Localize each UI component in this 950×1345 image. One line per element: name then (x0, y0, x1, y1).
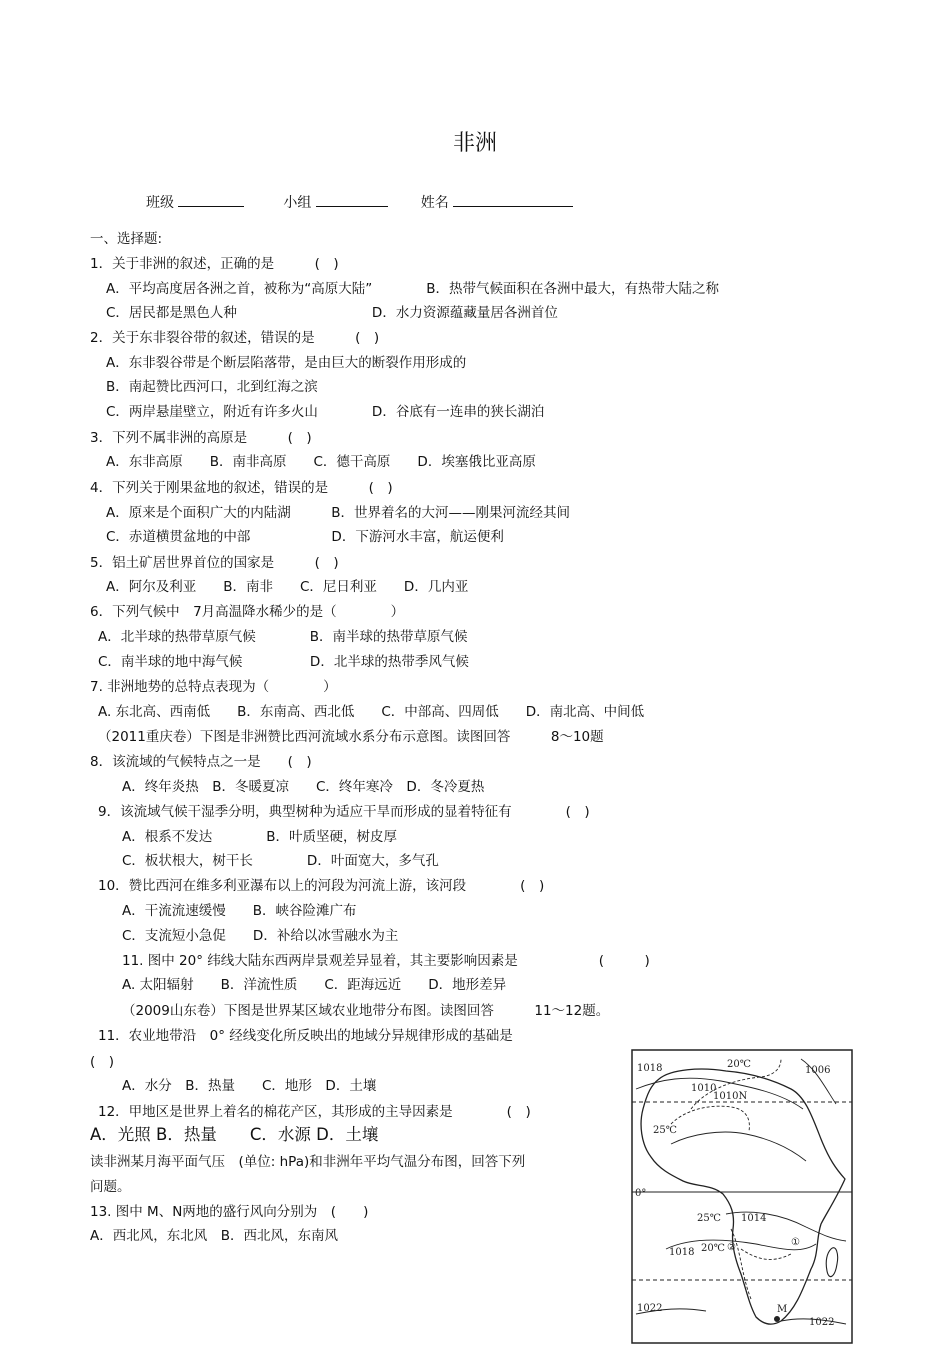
map-label-1014: 1014 (741, 1213, 767, 1224)
class-label: 班级 (146, 195, 174, 211)
q6-options-ab: A．北半球的热带草原气候 B．南半球的热带草原气候 (98, 629, 468, 645)
group-label: 小组 (283, 195, 312, 211)
q2-option-a: A．东非裂谷带是个断层陷落带，是由巨大的断裂作用形成的 (106, 355, 467, 371)
map-label-circle-1: ① (791, 1237, 800, 1248)
map-label-1022-w: 1022 (637, 1303, 663, 1314)
q4-options-cd: C．赤道横贯盆地的中部 D．下游河水丰富，航运便利 (106, 529, 504, 545)
madagascar-outline (826, 1248, 837, 1277)
map-label-1010: 1010 (691, 1083, 717, 1094)
map-label-25c-s: 25℃ (697, 1213, 721, 1224)
map-label-1018-s: 1018 (669, 1247, 695, 1258)
q12-options: A．光照 B．热量 C．水源 D．土壤 (90, 1125, 379, 1144)
isobar-mid (671, 1132, 806, 1161)
student-info-row (146, 192, 573, 212)
name-field[interactable] (453, 194, 573, 207)
page-title: 非洲 (452, 131, 497, 156)
section-heading: 一、选择题: (90, 231, 163, 247)
map-label-0deg: 0° (635, 1188, 647, 1199)
q9-options-ab: A．根系不发达 B．叶质坚硬，树皮厚 (122, 829, 397, 845)
question-11b-bracket: ( ) (90, 1054, 115, 1070)
map-label-circle-2: ② (727, 1242, 736, 1253)
question-2: 2．关于东非裂谷带的叙述，错误的是 ( ) (90, 330, 380, 346)
q9-options-cd: C．板状根大，树干长 D．叶面宽大，多气孔 (122, 853, 439, 869)
reading-intro-2011: （2011重庆卷）下图是非洲赞比西河流域水系分布示意图。读图回答 8～10题 (98, 729, 604, 745)
q2-options-cd: C．两岸悬崖壁立，附近有许多火山 D．谷底有一连串的狭长湖泊 (106, 404, 545, 420)
name-label: 姓名 (420, 195, 449, 211)
map-label-1006: 1006 (805, 1065, 831, 1076)
q6-options-cd: C．南半球的地中海气候 D．北半球的热带季风气候 (98, 654, 469, 670)
question-11b: 11．农业地带沿 0° 经线变化所反映出的地域分异规律形成的基础是 (98, 1028, 513, 1044)
q1-options-cd: C．居民都是黑色人种 D．水力资源蕴藏量居各洲首位 (106, 305, 558, 321)
map-label-25c-n: 25℃ (653, 1125, 677, 1136)
q11a-options: A. 太阳辐射 B．洋流性质 C．距海远近 D．地形差异 (122, 977, 507, 993)
q10-options-ab: A．干流流速缓慢 B．峡谷险滩广布 (122, 903, 357, 919)
question-6: 6．下列气候中 7月高温降水稀少的是（ ） (90, 604, 405, 620)
question-11a: 11. 图中 20° 纬线大陆东西两岸景观差异显着，其主要影响因素是 ( ) (122, 953, 650, 969)
question-7: 7. 非洲地势的总特点表现为（ ） (90, 679, 337, 695)
question-13: 13. 图中 M、N两地的盛行风向分别为 ( ) (90, 1204, 369, 1220)
question-8: 8．该流域的气候特点之一是 ( ) (90, 754, 312, 770)
reading-intro-map: 读非洲某月海平面气压 (单位: hPa)和非洲年平均气温分布图，回答下列 (90, 1154, 526, 1170)
isotherm-25-north (671, 1106, 749, 1131)
reading-intro-map-cont: 问题。 (90, 1179, 131, 1195)
question-3: 3．下列不属非洲的高原是 ( ) (90, 430, 312, 446)
q4-options-ab: A．原来是个面积广大的内陆湖 B．世界着名的大河——刚果河流经其间 (106, 505, 570, 521)
map-label-1022-e: 1022 (809, 1317, 835, 1328)
q7-options: A. 东北高、西南低 B．东南高、西北低 C．中部高、四周低 D．南北高、中间低 (98, 704, 645, 720)
isotherm-25-south (731, 1229, 751, 1299)
reading-intro-2009: （2009山东卷）下图是世界某区域农业地带分布图。读图回答 11～12题。 (122, 1003, 610, 1019)
q1-options-ab: A．平均高度居各洲之首，被称为“高原大陆” B．热带气候面积在各洲中最大，有热带大陆之称 (106, 281, 719, 297)
q10-options-cd: C．支流短小急促 D．补给以冰雪融水为主 (122, 928, 399, 944)
group-field[interactable] (316, 194, 388, 207)
map-label-20c-s: 20℃ (701, 1243, 725, 1254)
question-1: 1．关于非洲的叙述，正确的是 ( ) (90, 256, 339, 272)
question-10: 10．赞比西河在维多利亚瀑布以上的河段为河流上游，该河段 ( ) (98, 878, 545, 894)
q5-options: A．阿尔及利亚 B．南非 C．尼日利亚 D．几内亚 (106, 579, 469, 595)
question-5: 5．铝土矿居世界首位的国家是 ( ) (90, 555, 339, 571)
q13-options: A．西北风，东北风 B．西北风，东南风 (90, 1228, 338, 1244)
q2-option-b: B．南起赞比西河口，北到红海之滨 (106, 379, 318, 395)
q8-options: A．终年炎热 B．冬暖夏凉 C．终年寒冷 D．冬冷夏热 (122, 779, 485, 795)
question-9: 9．该流域气候干湿季分明，典型树种为适应干旱而形成的显着特征有 ( ) (98, 804, 590, 820)
q11b-options: A．水分 B．热量 C．地形 D．土壤 (122, 1078, 377, 1094)
map-label-1010n: 1010N (713, 1091, 748, 1102)
africa-pressure-temperature-map (631, 1049, 853, 1344)
africa-coastline (641, 1069, 845, 1324)
map-label-20c-n: 20℃ (727, 1059, 751, 1070)
point-m-marker (775, 1317, 780, 1322)
map-label-m: M (777, 1304, 788, 1315)
map-label-1018-n: 1018 (637, 1063, 663, 1074)
question-12: 12．甲地区是世界上着名的棉花产区，其形成的主导因素是 ( ) (98, 1104, 531, 1120)
q3-options: A．东非高原 B．南非高原 C．德干高原 D．埃塞俄比亚高原 (106, 454, 536, 470)
class-field[interactable] (178, 194, 244, 207)
isotherm-20-south (741, 1249, 791, 1259)
question-4: 4．下列关于刚果盆地的叙述，错误的是 ( ) (90, 480, 393, 496)
